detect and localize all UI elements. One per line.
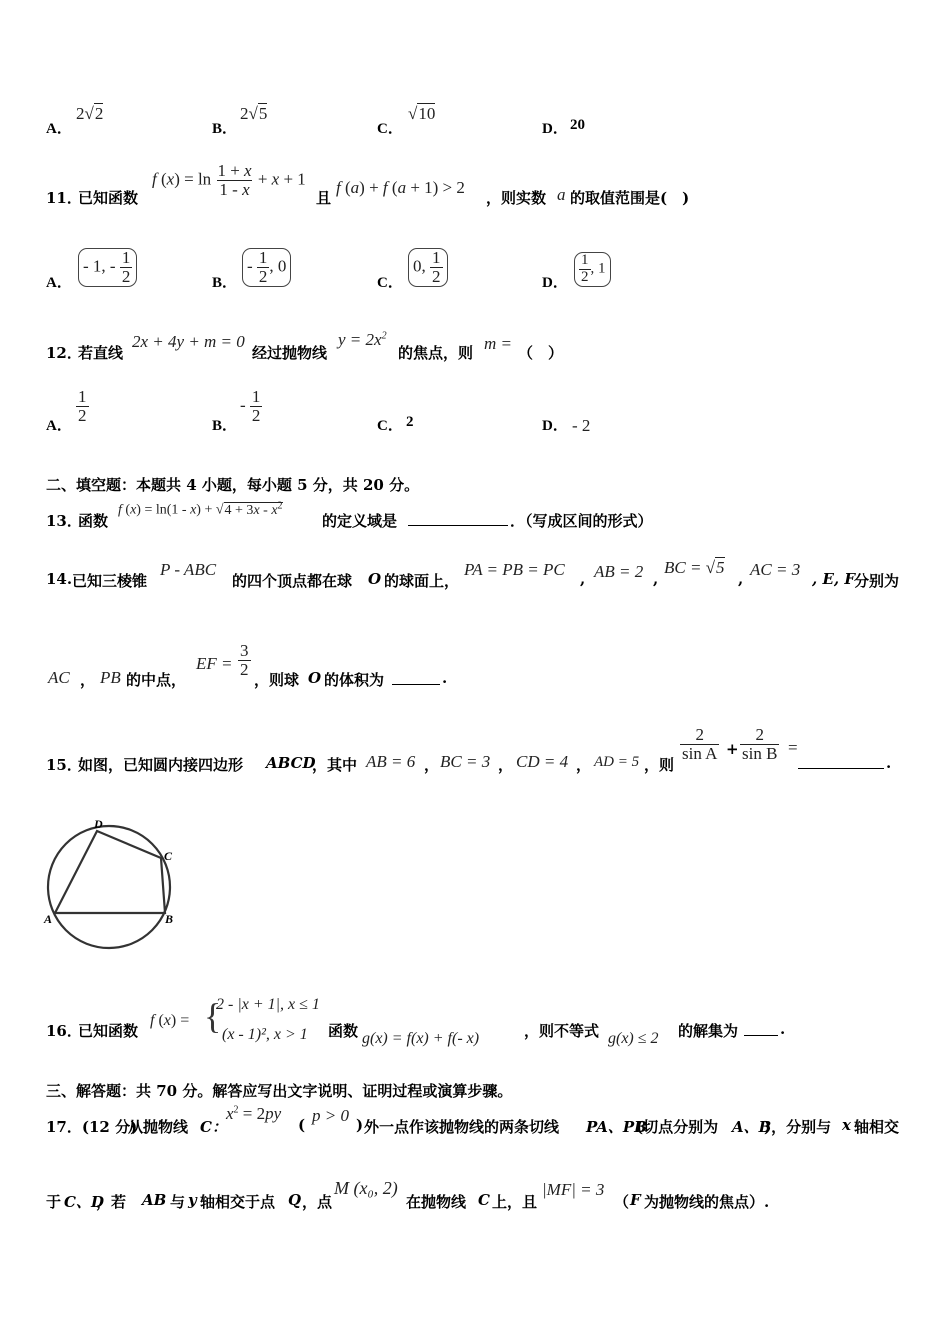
q17-papb: PA、PB [586,1118,647,1136]
q13-prefix: 函数 [78,512,109,530]
q14-prefix: 已知三棱锥 [72,572,148,590]
q10-option-d-value: 20 [570,117,585,133]
q17-cond-close: ) [356,1116,364,1134]
q17-line2-h: （ [614,1193,630,1211]
q15-answer-blank[interactable] [798,754,884,769]
q14-comma-4: ， [80,671,96,689]
q14-eq3: BC = √5 [664,558,725,577]
q14-ef-eq: EF = [196,654,233,673]
q12-line-eq: 2x + 4y + m = 0 [132,332,245,351]
question-14-line-2 [46,640,646,694]
question-17-line-2 [46,1176,866,1216]
q17-line1-e: 轴相交 [854,1118,900,1136]
q14-eq4: AC = 3 [750,560,801,579]
q11-var: a [557,185,566,204]
q16-prefix: 已知函数 [78,1022,139,1040]
q17-ab: A、B [732,1118,772,1136]
q12-mid: 经过抛物线 [252,344,328,362]
vertex-label-d: D [94,817,103,831]
q17-line1-a: 从抛物线 [128,1118,189,1136]
q10-option-b-value: 2√5 [240,104,268,123]
q13-suffix: ．（写成区间的形式） [510,512,653,530]
q11-option-a-value: - 1, - $\frac{1}{2}$ [78,248,137,287]
q17-line2-i: 为抛物线的焦点）. [644,1193,770,1211]
q14-comma-3: , [738,570,744,588]
q16-ineq: g(x) ≤ 2 [608,1030,659,1047]
q12-option-b-value: - $\frac{1}{2}$ [240,387,261,425]
q15-cd: CD = 4 [516,752,569,771]
q10-option-a-label: A． [46,121,72,137]
q17-line2-d: 轴相交于点 [200,1193,276,1211]
q11-connector: 且 [316,189,332,207]
q17-y: y [188,1191,197,1209]
q16-case-2: (x - 1)², x > 1 [222,1026,308,1043]
q10-option-b-label: B． [212,121,238,137]
q16-case-1: 2 - |x + 1|, x ≤ 1 [216,996,320,1013]
q13-number: 13． [46,512,82,530]
q14-ef-tail: 分别为 [854,572,900,590]
q10-option-c-label: C． [377,121,403,137]
q14-ask: ，则球 [254,671,300,689]
q13-answer-blank[interactable] [408,511,508,526]
q14-pb: PB [100,668,121,687]
q17-ab2: AB [142,1191,167,1209]
q17-line2-g: 上，且 [492,1193,538,1211]
q14-ac: AC [48,668,70,687]
cyclic-quadrilateral-figure [40,812,190,962]
q15-ab: AB = 6 [366,752,416,771]
q14-comma-1: , [580,570,586,588]
q15-mid: ，其中 [312,756,358,774]
section-3-heading: 三、解答题：共 70 分。解答应写出文字说明、证明过程或演算步骤。 [46,1082,513,1100]
q11-option-d-label: D． [542,275,568,291]
q16-g-eq: g(x) = f(x) + f(- x) [362,1030,480,1047]
q10-option-c-value: √10 [408,104,436,123]
vertex-label-a: A [44,912,53,926]
q14-ask2: 的体积为 [324,671,385,689]
question-12 [46,328,746,368]
q17-line2-b: ，若 [96,1193,127,1211]
q12-options [46,388,646,438]
q14-pyramid: P - ABC [160,560,217,579]
q17-line2-f: 在抛物线 [406,1193,467,1211]
q10-option-a-value: 2√2 [76,104,104,123]
vertex-label-c: C [164,849,173,863]
q15-number: 15． [46,756,82,774]
q17-line1-d: )，分别与 [764,1118,832,1136]
q15-bc: BC = 3 [440,752,491,771]
q17-cd: C、D [64,1193,104,1211]
q17-line1-c: (切点分别为 [636,1118,719,1136]
q17-parabola: $x^2 = 2py$ [226,1104,282,1123]
q15-fraction-2: $\frac{2}{\text{sin B}}$ [742,725,778,763]
q15-quad: ABCD [266,754,316,772]
question-13 [46,498,746,532]
q11-option-c-label: C． [377,275,403,291]
question-16 [46,992,846,1054]
q16-tail: 的解集为 [678,1022,739,1040]
q14-ball: O [368,570,382,588]
q16-mid2: ，则不等式 [524,1022,600,1040]
q16-mid: 函数 [328,1022,359,1040]
q14-ask-o: O [308,669,322,687]
q14-eq2: AB = 2 [594,562,644,581]
q11-number: 11． [46,189,82,207]
q11-function: f (x) = ln $\frac{1 + x}{1 - x}$ + x + 1 [152,161,306,199]
q14-mid2: 的球面上， [384,572,460,590]
q11-inequality: f (a) + f (a + 1) > 2 [336,178,465,197]
q16-number: 16． [46,1022,82,1040]
q17-line1-b: 外一点作该抛物线的两条切线 [364,1118,560,1136]
question-14 [46,556,916,596]
q17-f: F [630,1191,641,1209]
q12-parabola: $y = 2x^2$ [338,330,387,349]
q16-answer-blank[interactable] [744,1021,778,1036]
q14-comma-2: , [653,570,659,588]
q17-number: 17．(12 分) [46,1118,138,1136]
q17-c-label: C： [200,1118,227,1136]
q17-line2-a: 于 [46,1193,62,1211]
vertex-label-b: B [165,912,174,926]
q15-equals: = [788,738,798,757]
q15-comma-3: ， [576,756,592,774]
q10-options [46,104,646,140]
q17-q: Q [288,1191,302,1209]
q14-eq1: PA = PB = PC [464,560,565,579]
q15-then: ，则 [644,756,675,774]
q16-f-eq: f (x) = [150,1012,190,1029]
q16-end: . [780,1020,786,1038]
q14-mid: 的四个顶点都在球 [232,572,353,590]
q15-comma-2: ， [498,756,514,774]
q17-m-point: M (x₀, 2) [334,1178,398,1198]
q12-option-c-value: 2 [406,414,414,430]
q17-mf: |MF| = 3 [542,1180,605,1199]
q12-option-d-value: - 2 [572,416,591,435]
q14-ef: , E, F [812,570,855,588]
q12-paren: （ ） [518,344,564,362]
q12-option-b-label: B． [212,418,238,434]
q17-c2: C [478,1191,490,1209]
q11-option-d-value: $\frac{1}{2}$ , 1 [574,252,611,287]
q11-option-a-label: A． [46,275,72,291]
q14-number: 14. [46,570,73,588]
q14-answer-blank[interactable] [392,670,440,685]
q12-option-a-label: A． [46,418,72,434]
q14-midpoint: 的中点， [126,671,187,689]
q11-tail: 的取值范围是( ) [570,189,690,207]
q17-x: x [842,1116,851,1134]
q11-options [46,246,646,296]
circumcircle [48,826,170,948]
q11-option-c-value: 0, $\frac{1}{2}$ [408,248,448,287]
q12-m-eq: m = [484,334,512,353]
q12-number: 12． [46,344,82,362]
quadrilateral-abcd [55,831,165,913]
q17-line2-c: 与 [170,1193,186,1211]
q15-comma-1: ， [424,756,440,774]
q14-end: . [442,669,448,687]
q16-brace: { [204,996,222,1036]
q15-prefix: 如图，已知圆内接四边形 [78,756,244,774]
q11-suffix: ，则实数 [486,189,547,207]
q12-option-d-label: D． [542,418,568,434]
q10-option-d-label: D． [542,121,568,137]
q15-ad: AD = 5 [594,754,640,770]
question-17 [46,1104,916,1140]
q15-plus: + [726,740,739,758]
q12-option-c-label: C． [377,418,403,434]
question-15 [46,726,906,782]
q13-tail: 的定义域是 [322,512,398,530]
q11-option-b-label: B． [212,275,238,291]
q17-line2-e: ，点 [302,1193,333,1211]
q12-prefix: 若直线 [78,344,124,362]
q12-option-a-value: $\frac{1}{2}$ [78,387,87,425]
q15-end: . [886,754,892,772]
q13-function: f $(x) = \ln(1 - x) + √4 + 3x - x^2$ [118,500,283,518]
q11-option-b-value: - $\frac{1}{2}$ , 0 [242,248,291,287]
question-11 [46,160,746,210]
q15-fraction-1: $\frac{2}{\text{sin A}}$ [682,725,718,763]
q11-prefix: 已知函数 [78,189,139,207]
section-2-heading: 二、填空题：本题共 4 小题，每小题 5 分，共 20 分。 [46,476,420,494]
q14-ef-frac: $\frac{3}{2}$ [240,641,249,679]
q12-tail: 的焦点，则 [398,344,474,362]
q17-cond: p > 0 [312,1106,349,1125]
q17-cond-open: ( [298,1116,306,1134]
